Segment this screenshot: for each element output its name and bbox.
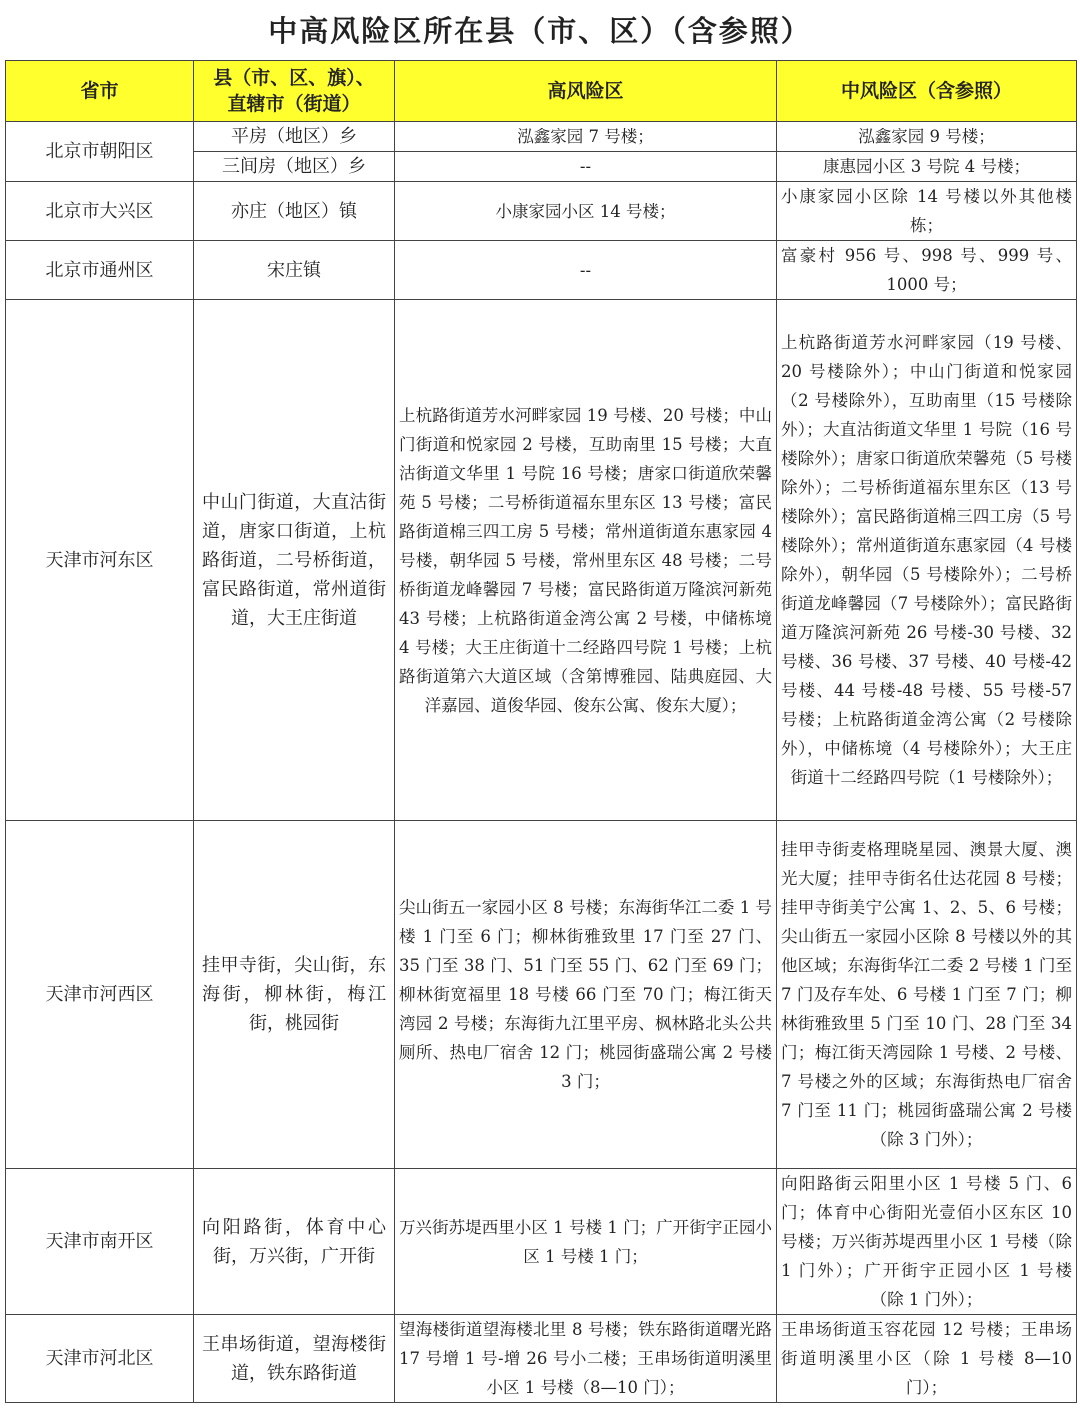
medium-risk-cell: 泓鑫家园 9 号楼； bbox=[777, 122, 1077, 152]
county-cell: 三间房（地区）乡 bbox=[194, 152, 395, 182]
header-row bbox=[6, 61, 1077, 122]
medium-risk-cell: 康惠园小区 3 号院 4 号楼； bbox=[777, 152, 1077, 182]
header-county-line1: 县（市、区、旗）、 bbox=[213, 67, 375, 89]
medium-risk-cell: 王串场街道玉容花园 12 号楼；王串场街道明溪里小区（除 1 号楼 8—10 门）； bbox=[777, 1315, 1077, 1403]
medium-risk-cell: 挂甲寺街麦格理晓星园、澳景大厦、澳光大厦；挂甲寺街名仕达花园 8 号楼；挂甲寺街美宁公寓 1、2、5、6 号楼；尖山街五一家园小区除 8 号楼以外的其他区域；东海街华江二委 2 号楼 1 门至 7 门及存车处、6 号楼 1 门至 7 门；柳林街雅致里 5 门至 10 门、28 门至 34 门；梅江街天湾园除 1 号楼、2 号楼、7 号楼之外的区域；东海街热电厂宿舍 7 门至 11 门；桃园街盛瑞公寓 2 号楼（除 3 门外）； bbox=[777, 821, 1077, 1169]
medium-risk-cell: 向阳路街云阳里小区 1 号楼 5 门、6 门；体育中心街阳光壹佰小区东区 10 号楼；万兴街苏堤西里小区 1 号楼（除 1 门外）；广开街宇正园小区 1 号楼（除 1 门外）； bbox=[777, 1169, 1077, 1315]
high-risk-cell: 泓鑫家园 7 号楼； bbox=[395, 122, 777, 152]
high-risk-cell: 小康家园小区 14 号楼； bbox=[395, 182, 777, 241]
province-cell: 天津市南开区 bbox=[6, 1169, 194, 1315]
header-province: 省市 bbox=[6, 61, 194, 122]
province-cell: 天津市河东区 bbox=[6, 300, 194, 821]
medium-risk-cell: 富豪村 956 号、998 号、999 号、1000 号； bbox=[777, 241, 1077, 300]
page-title: 中高风险区所在县（市、区）（含参照） bbox=[268, 14, 812, 48]
header-high-risk: 高风险区 bbox=[395, 61, 777, 122]
medium-risk-cell: 小康家园小区除 14 号楼以外其他楼栋； bbox=[777, 182, 1077, 241]
county-cell: 挂甲寺街，尖山街，东海街，柳林街，梅江街，桃园街 bbox=[194, 821, 395, 1169]
high-risk-cell: 望海楼街道望海楼北里 8 号楼；铁东路街道曙光路 17 号增 1 号-增 26 号小二楼；王串场街道明溪里小区 1 号楼（8—10 门）； bbox=[395, 1315, 777, 1403]
high-risk-cell: 万兴街苏堤西里小区 1 号楼 1 门；广开街宇正园小区 1 号楼 1 门； bbox=[395, 1169, 777, 1315]
header-medium-risk: 中风险区（含参照） bbox=[777, 61, 1077, 122]
table-row bbox=[6, 821, 1077, 1169]
table-row bbox=[6, 182, 1077, 241]
table-row bbox=[6, 1169, 1077, 1315]
county-cell: 平房（地区）乡 bbox=[194, 122, 395, 152]
risk-area-table bbox=[5, 60, 1077, 1403]
county-cell: 中山门街道，大直沽街道，唐家口街道，上杭路街道，二号桥街道，富民路街道，常州道街道，大王庄街道 bbox=[194, 300, 395, 821]
province-cell: 天津市河北区 bbox=[6, 1315, 194, 1403]
header-county bbox=[194, 61, 395, 122]
table-row bbox=[6, 122, 1077, 152]
province-cell: 北京市通州区 bbox=[6, 241, 194, 300]
high-risk-cell: -- bbox=[395, 152, 777, 182]
high-risk-cell: 尖山街五一家园小区 8 号楼；东海街华江二委 1 号楼 1 门至 6 门；柳林街雅致里 17 门至 27 门、35 门至 38 门、51 门至 55 门、62 门至 69 门；柳林街宽福里 18 号楼 66 门至 70 门；梅江街天湾园 2 号楼；东海街九江里平房、枫林路北头公共厕所、热电厂宿舍 12 门；桃园街盛瑞公寓 2 号楼 3 门； bbox=[395, 821, 777, 1169]
medium-risk-cell: 上杭路街道芳水河畔家园（19 号楼、20 号楼除外）；中山门街道和悦家园（2 号楼除外），互助南里（15 号楼除外）；大直沽街道文华里 1 号院（16 号楼除外）；唐家口街道欣荣馨苑（5 号楼除外）；二号桥街道福东里东区（13 号楼除外）；富民路街道棉三四工房（5 号楼除外）；常州道街道东惠家园（4 号楼除外），朝华园（5 号楼除外）；二号桥街道龙峰馨园（7 号楼除外）；富民路街道万隆滨河新苑 26 号楼-30 号楼、32 号楼、36 号楼、37 号楼、40 号楼-42 号楼、44 号楼-48 号楼、55 号楼-57 号楼；上杭路街道金湾公寓（2 号楼除外），中储栋境（4 号楼除外）；大王庄街道十二经路四号院（1 号楼除外）； bbox=[777, 300, 1077, 821]
high-risk-cell: 上杭路街道芳水河畔家园 19 号楼、20 号楼；中山门街道和悦家园 2 号楼，互助南里 15 号楼；大直沽街道文华里 1 号院 16 号楼；唐家口街道欣荣馨苑 5 号楼；二号桥街道福东里东区 13 号楼；富民路街道棉三四工房 5 号楼；常州道街道东惠家园 4 号楼，朝华园 5 号楼，常州里东区 48 号楼；二号桥街道龙峰馨园 7 号楼；富民路街道万隆滨河新苑 43 号楼；上杭路街道金湾公寓 2 号楼，中储栋境 4 号楼；大王庄街道十二经路四号院 1 号楼；上杭路街道第六大道区域（含第博雅园、陆典庭园、大洋嘉园、道俊华园、俊东公寓、俊东大厦）； bbox=[395, 300, 777, 821]
county-cell: 王串场街道，望海楼街道，铁东路街道 bbox=[194, 1315, 395, 1403]
province-cell: 北京市大兴区 bbox=[6, 182, 194, 241]
province-cell: 北京市朝阳区 bbox=[6, 122, 194, 182]
table-row bbox=[6, 300, 1077, 821]
province-cell: 天津市河西区 bbox=[6, 821, 194, 1169]
county-cell: 亦庄（地区）镇 bbox=[194, 182, 395, 241]
county-cell: 向阳路街，体育中心街，万兴街，广开街 bbox=[194, 1169, 395, 1315]
table-row bbox=[6, 1315, 1077, 1403]
header-county-line2: 直辖市（街道） bbox=[227, 93, 361, 115]
high-risk-cell: -- bbox=[395, 241, 777, 300]
table-row bbox=[6, 241, 1077, 300]
county-cell: 宋庄镇 bbox=[194, 241, 395, 300]
